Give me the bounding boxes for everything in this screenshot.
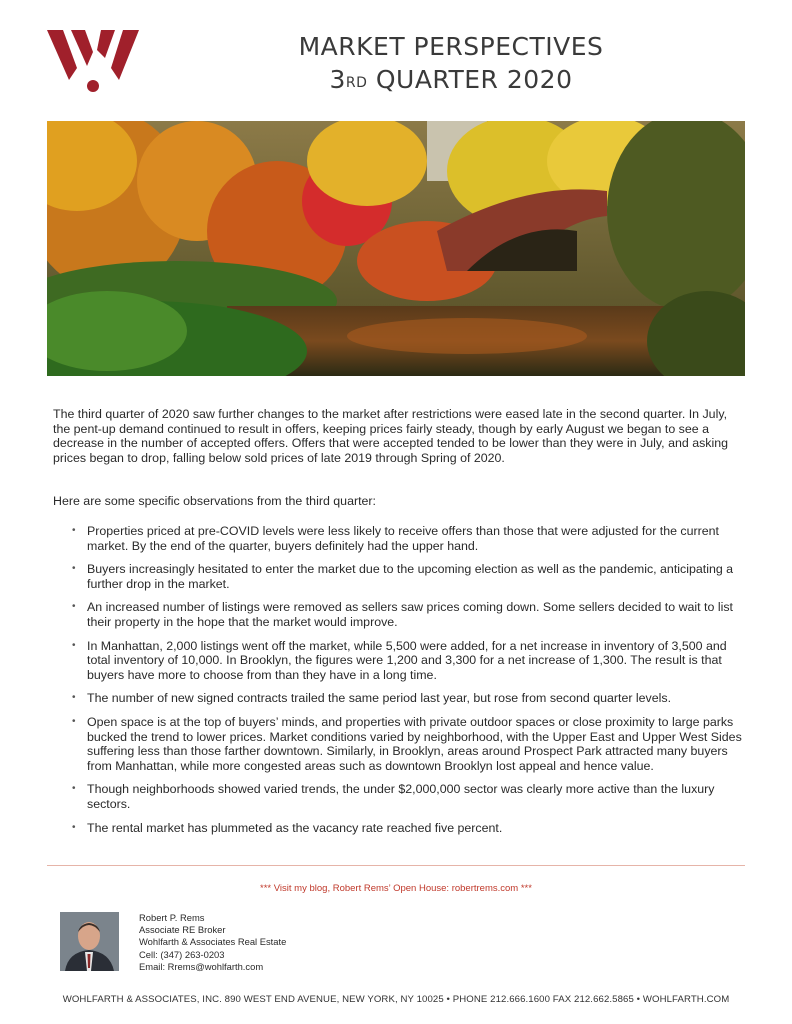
agent-email[interactable]: Email: Rrems@wohlfarth.com [139,960,264,972]
observation-item: • An increased number of listings were removed as sellers saw prices coming down. Some sellers decided to wait to list their property in the hope that the market would improve. [72,600,744,629]
section-divider [47,865,745,866]
observation-item: • Though neighborhoods showed varied trends, the under $2,000,000 sector was clearly more active than the luxury sectors. [72,782,744,811]
title-quarter-number: 3 [329,65,346,94]
observations-list [72,524,744,844]
observations-lead: Here are some specific observations from the third quarter: [53,494,376,508]
agent-role: Associate RE Broker [139,924,226,936]
title-line-2 [150,63,752,96]
observation-item: • Buyers increasingly hesitated to enter the market due to the upcoming election as well as the pandemic, anticipating a further drop in the market. [72,562,744,591]
autumn-park-bridge-photo [47,121,745,376]
agent-contact-block [139,912,286,973]
agent-portrait-photo [60,912,119,971]
title-line-1: MARKET PERSPECTIVES [298,32,604,61]
agent-company: Wohlfarth & Associates Real Estate [139,936,287,948]
observation-item: • The rental market has plummeted as the vacancy rate reached five percent. [72,821,744,836]
blog-link[interactable]: *** Visit my blog, Robert Rems’ Open House: robertrems.com *** [260,883,532,894]
intro-paragraph: The third quarter of 2020 saw further changes to the market after restrictions were eased late in the second quarter. In July, the pent-up demand continued to result in offers, keeping prices fairly steady, though by early August we began to see a decrease in the number of accepted offers. Offers that were accepted tended to be lower than they were in July, and asking prices began to drop, falling below sold prices of late 2019 through Spring of 2020. [53,407,729,465]
observation-item: • Properties priced at pre-COVID levels were less likely to receive offers than those that were adjusted for the current market. By the end of the quarter, buyers definitely had the upper hand. [72,524,744,553]
observation-item: • In Manhattan, 2,000 listings went off the market, while 5,500 were added, for a net increase in inventory of 3,500 and total inventory of 10,000. In Brooklyn, the figures were 1,200 and 3,300 for a net increase of 1,300. The result is that buyers have more to choose from than they have in a long time. [72,639,744,683]
page-footer: WOHLFARTH & ASSOCIATES, INC. 890 WEST END AVENUE, NEW YORK, NY 10025 • PHONE 212.666.1600 FAX 212.662.5865 • WOHLFARTH.COM [62,994,730,1005]
title-quarter-year: QUARTER 2020 [367,65,573,94]
agent-cell: Cell: (347) 263-0203 [139,948,225,960]
observation-item: • Open space is at the top of buyers’ minds, and properties with private outdoor spaces or close proximity to large parks bucked the trend to lower prices. Market conditions varied by neighborhood, with the Upper East and Upper West Sides suffering less than those farther downtown. Similarly, in Brooklyn, areas around Prospect Park attracted many buyers from Manhattan, while more congested areas such as downtown Brooklyn lost appeal and hence value. [72,715,744,773]
title-ordinal-suffix: RD [345,75,368,91]
wohlfarth-logo-icon [47,28,139,94]
agent-name: Robert P. Rems [139,912,205,923]
page-title [150,30,752,96]
observation-item: • The number of new signed contracts trailed the same period last year, but rose from second quarter levels. [72,691,744,706]
